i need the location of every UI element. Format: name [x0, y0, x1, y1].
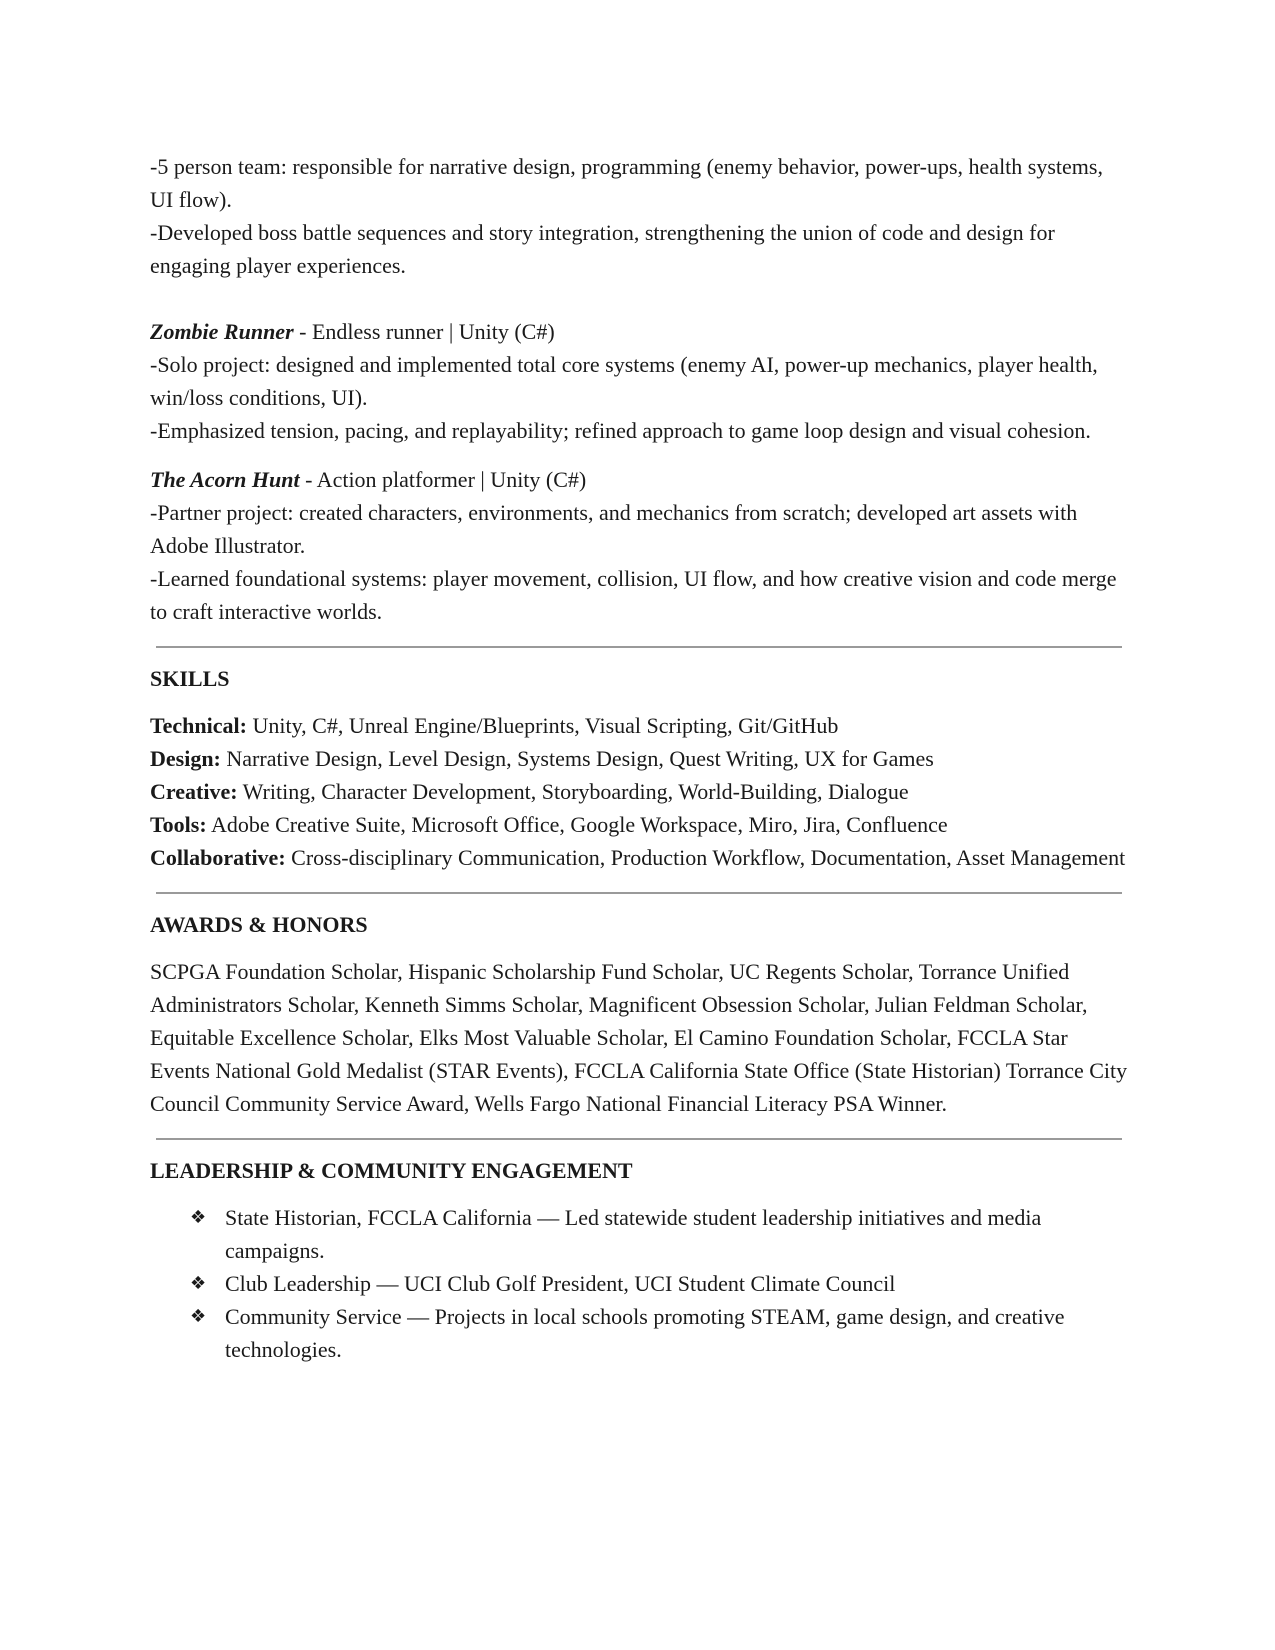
section-heading: SKILLS — [150, 666, 230, 691]
skill-label: Design: — [150, 746, 221, 771]
skill-label: Collaborative: — [150, 845, 286, 870]
skill-value: Narrative Design, Level Design, Systems Design, Quest Writing, UX for Games — [220, 746, 934, 771]
skill-row — [150, 775, 1130, 808]
project-acorn-hunt — [150, 463, 1130, 628]
project-header — [150, 463, 1130, 496]
project-line: -Learned foundational systems: player movement, collision, UI flow, and how creative vision and code merge to craft interactive worlds. — [150, 566, 1117, 624]
resume-page — [150, 150, 1130, 1366]
project-line: -Developed boss battle sequences and story integration, strengthening the union of code and design for engaging player experiences. — [150, 220, 1055, 278]
list-item-text: Club Leadership — UCI Club Golf President, UCI Student Climate Council — [225, 1271, 896, 1296]
skill-label: Technical: — [150, 713, 247, 738]
list-item-text: Community Service — Projects in local schools promoting STEAM, game design, and creative technologies. — [225, 1304, 1065, 1362]
diamond-bullet-icon: ❖ — [190, 1273, 207, 1294]
project-header — [150, 315, 1130, 348]
list-item-text: State Historian, FCCLA California — Led statewide student leadership initiatives and media campaigns. — [225, 1205, 1042, 1263]
list-item — [150, 1300, 1130, 1366]
skill-value: Unity, C#, Unreal Engine/Blueprints, Visual Scripting, Git/GitHub — [246, 713, 839, 738]
project-line: -Emphasized tension, pacing, and replayability; refined approach to game loop design and visual cohesion. — [150, 418, 1091, 443]
project-zombie-runner — [150, 315, 1130, 447]
skill-label: Tools: — [150, 812, 207, 837]
skill-row — [150, 742, 1130, 775]
section-divider — [156, 646, 1122, 648]
section-divider — [156, 1138, 1122, 1140]
section-divider — [156, 892, 1122, 894]
list-item — [150, 1201, 1130, 1267]
project-subtitle: - Endless runner | Unity (C#) — [293, 319, 555, 344]
skill-label: Creative: — [150, 779, 238, 804]
project-line: -Partner project: created characters, environments, and mechanics from scratch; developed art assets with Adobe Illustrator. — [150, 500, 1078, 558]
project-line: -Solo project: designed and implemented total core systems (enemy AI, power-up mechanics, player health, win/loss conditions, UI). — [150, 352, 1098, 410]
skill-row — [150, 808, 1130, 841]
leadership-section — [150, 1154, 1130, 1366]
project-title: Zombie Runner — [150, 319, 294, 344]
list-item — [150, 1267, 1130, 1300]
diamond-bullet-icon: ❖ — [190, 1207, 207, 1228]
skill-row — [150, 709, 1130, 742]
section-heading: LEADERSHIP & COMMUNITY ENGAGEMENT — [150, 1158, 633, 1183]
project-line: -5 person team: responsible for narrative design, programming (enemy behavior, power-ups, health systems, UI flow). — [150, 154, 1103, 212]
section-heading: AWARDS & HONORS — [150, 912, 368, 937]
awards-text: SCPGA Foundation Scholar, Hispanic Scholarship Fund Scholar, UC Regents Scholar, Torrance Unified Administrators Scholar, Kenneth Simms Scholar, Magnificent Obsession Scholar, Julian Feldman Scholar, Equitable Excellence Scholar, Elks Most Valuable Scholar, El Camino Foundation Scholar, FCCLA Star Events National Gold Medalist (STAR Events), FCCLA California State Office (State Historian) Torrance City Council Community Service Award, Wells Fargo National Financial Literacy PSA Winner. — [150, 959, 1128, 1116]
skill-value: Writing, Character Development, Storyboarding, World-Building, Dialogue — [237, 779, 909, 804]
project-continued — [150, 150, 1130, 282]
skills-section — [150, 662, 1130, 874]
skill-value: Cross-disciplinary Communication, Production Workflow, Documentation, Asset Management — [285, 845, 1126, 870]
awards-section — [150, 908, 1130, 1120]
leadership-list — [150, 1201, 1130, 1366]
diamond-bullet-icon: ❖ — [190, 1306, 207, 1327]
project-subtitle: - Action platformer | Unity (C#) — [299, 467, 587, 492]
skill-value: Adobe Creative Suite, Microsoft Office, Google Workspace, Miro, Jira, Confluence — [206, 812, 948, 837]
project-title: The Acorn Hunt — [150, 467, 300, 492]
skill-row — [150, 841, 1130, 874]
